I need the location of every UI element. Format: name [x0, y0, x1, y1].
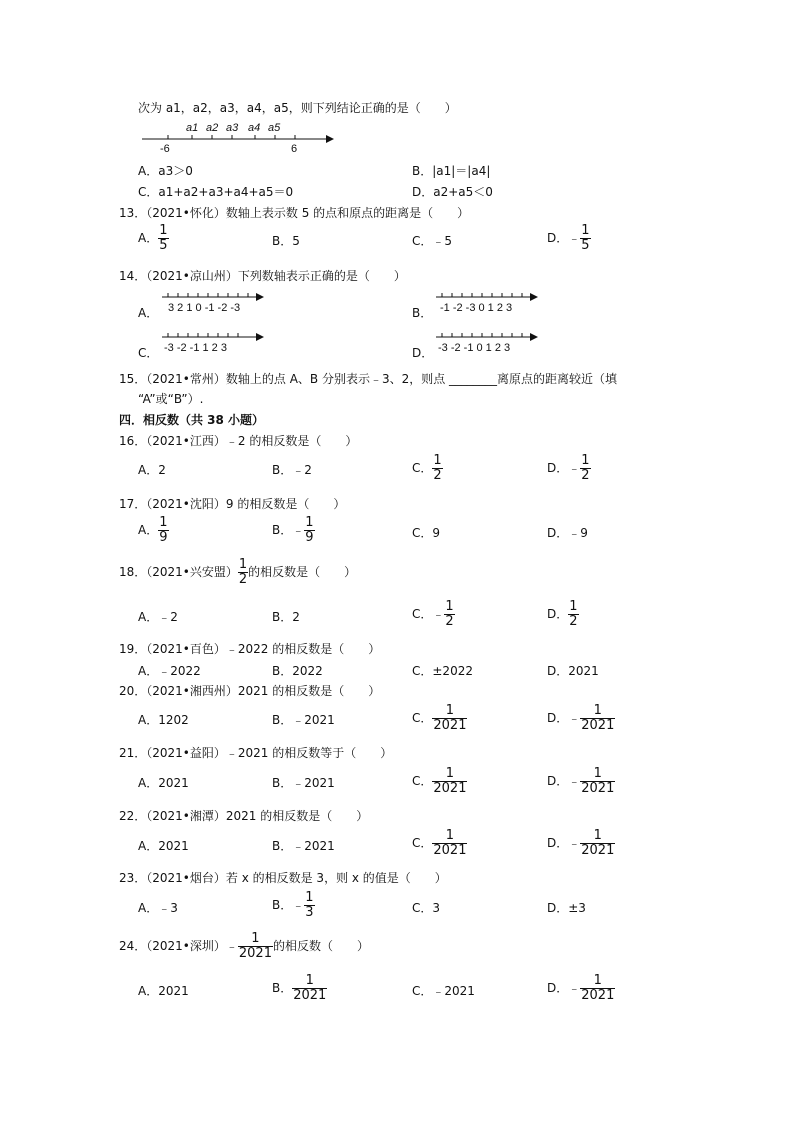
axis-ticks — [168, 293, 248, 297]
axis-tick-labels: -3 -2 -1 0 1 2 3 — [438, 342, 511, 354]
section-title: 四．相反数（共 38 小题） — [119, 413, 265, 427]
label-6: 6 — [291, 143, 298, 155]
fraction: $\frac{1}{2021}$ — [581, 828, 615, 858]
option-label: B． — [272, 981, 293, 995]
q12-option-a[interactable]: A．a3＞0 — [138, 164, 193, 178]
q16-option-c[interactable] — [412, 454, 443, 483]
option-label: C． — [412, 836, 433, 850]
q20-option-d[interactable] — [547, 704, 615, 733]
fraction: $\frac{1}{2}$ — [238, 557, 248, 587]
q23-option-c[interactable]: C．3 — [412, 901, 441, 915]
option-label: C． — [412, 774, 433, 788]
fraction: $\frac{1}{9}$ — [305, 515, 314, 545]
q19-stem: 19．（2021•百色）﹣2022 的相反数是（ ） — [119, 642, 381, 656]
option-label: C．﹣ — [412, 607, 445, 621]
axis-ticks — [442, 333, 522, 337]
q12-option-d[interactable]: D．a2+a5＜0 — [412, 185, 493, 199]
q24-option-b[interactable] — [272, 974, 327, 1003]
fraction: $\frac{1}{2}$ — [445, 599, 454, 629]
q24-option-c[interactable]: C．﹣2021 — [412, 984, 475, 998]
q19-option-b[interactable]: B．2022 — [272, 664, 323, 678]
q13-option-c[interactable]: C．﹣5 — [412, 234, 453, 248]
q15-line2: “A”或“B”）. — [138, 392, 204, 406]
q21-stem: 21．（2021•益阳）﹣2021 的相反数等于（ ） — [119, 746, 393, 760]
label-a3: a3 — [226, 122, 239, 134]
q22-stem: 22．（2021•湘潭）2021 的相反数是（ ） — [119, 809, 369, 823]
fraction: $\frac{1}{2021}$ — [581, 766, 615, 796]
q12-number-line — [140, 118, 340, 158]
fraction: $\frac{1}{2}$ — [581, 453, 590, 483]
q20-option-b[interactable]: B．﹣2021 — [272, 713, 335, 727]
label-neg6: -6 — [160, 143, 170, 155]
q14-stem: 14．（2021•凉山州）下列数轴表示正确的是（ ） — [119, 269, 406, 283]
q15-line1: 15．（2021•常州）数轴上的点 A、B 分别表示﹣3、2，则点 ________离原点的距离较近（填 — [119, 372, 618, 386]
axis-arrow — [326, 135, 334, 143]
option-label: D． — [547, 607, 569, 621]
axis-tick-labels: -1 -2 -3 0 1 2 3 — [440, 302, 513, 314]
q12-option-c[interactable]: C．a1+a2+a3+a4+a5＝0 — [138, 185, 294, 199]
option-label: D．﹣ — [547, 836, 581, 850]
q24-stem — [119, 932, 369, 961]
q21-option-c[interactable] — [412, 767, 467, 796]
fraction: $\frac{1}{5}$ — [581, 223, 590, 253]
q17-option-a[interactable] — [138, 516, 169, 545]
option-label: B．﹣ — [272, 523, 305, 537]
q16-stem: 16．（2021•江西）﹣2 的相反数是（ ） — [119, 434, 358, 448]
option-label: D．﹣ — [547, 461, 581, 475]
fraction: $\frac{1}{2}$ — [433, 453, 442, 483]
q24-option-d[interactable] — [547, 974, 615, 1003]
fraction: $\frac{1}{3}$ — [305, 890, 314, 920]
q14-option-c-label[interactable]: C． — [138, 346, 159, 360]
q16-option-d[interactable] — [547, 454, 591, 483]
fraction: $\frac{1}{2}$ — [569, 599, 578, 629]
axis-arrow — [530, 293, 538, 301]
q20-stem: 20．（2021•湘西州）2021 的相反数是（ ） — [119, 684, 381, 698]
q18-stem-prefix: 18．（2021•兴安盟） — [119, 565, 238, 579]
q23-stem: 23．（2021•烟台）若 x 的相反数是 3，则 x 的值是（ ） — [119, 871, 447, 885]
q21-option-d[interactable] — [547, 767, 615, 796]
q14-option-d-label[interactable]: D． — [412, 346, 434, 360]
option-label: A． — [138, 523, 159, 537]
q17-option-c[interactable]: C．9 — [412, 526, 441, 540]
q23-option-a[interactable]: A．﹣3 — [138, 901, 178, 915]
q18-option-a[interactable]: A．﹣2 — [138, 610, 178, 624]
axis-arrow — [530, 333, 538, 341]
q16-option-b[interactable]: B．﹣2 — [272, 463, 312, 477]
q13-stem: 13．（2021•怀化）数轴上表示数 5 的点和原点的距离是（ ） — [119, 206, 470, 220]
q17-option-b[interactable] — [272, 516, 315, 545]
axis-arrow — [256, 333, 264, 341]
fraction: $\frac{1}{2021}$ — [293, 973, 327, 1003]
q22-option-b[interactable]: B．﹣2021 — [272, 839, 335, 853]
axis-ticks — [168, 333, 238, 337]
fraction: $\frac{1}{2021}$ — [433, 703, 467, 733]
fraction: $\frac{1}{5}$ — [159, 223, 168, 253]
fraction: $\frac{1}{2021}$ — [581, 703, 615, 733]
axis-tick-labels: -3 -2 -1 1 2 3 — [164, 342, 227, 354]
q16-option-a[interactable]: A．2 — [138, 463, 166, 477]
q18-stem — [119, 558, 356, 587]
fraction: $\frac{1}{2021}$ — [238, 931, 272, 961]
q18-stem-suffix: 的相反数是（ ） — [248, 565, 357, 579]
q22-option-d[interactable] — [547, 829, 615, 858]
option-label: A． — [138, 231, 159, 245]
option-label: C． — [412, 461, 433, 475]
q24-option-a[interactable]: A．2021 — [138, 984, 189, 998]
q13-option-a[interactable] — [138, 224, 169, 253]
q14-option-b-axis[interactable] — [434, 289, 544, 319]
q14-option-c-axis[interactable] — [160, 329, 270, 359]
q14-option-a-label[interactable]: A． — [138, 306, 159, 320]
q20-option-a[interactable]: A．1202 — [138, 713, 189, 727]
q14-option-b-label[interactable]: B． — [412, 306, 433, 320]
axis-arrow — [256, 293, 264, 301]
label-a5: a5 — [268, 122, 281, 134]
q23-option-b[interactable] — [272, 891, 315, 920]
q19-option-a[interactable]: A．﹣2022 — [138, 664, 201, 678]
label-a4: a4 — [248, 122, 261, 134]
option-label: D．﹣ — [547, 711, 581, 725]
fraction: $\frac{1}{2021}$ — [433, 828, 467, 858]
q13-option-b[interactable]: B．5 — [272, 234, 300, 248]
q20-option-c[interactable] — [412, 704, 467, 733]
q17-option-d[interactable]: D．﹣9 — [547, 526, 588, 540]
q13-option-d[interactable] — [547, 224, 591, 253]
q18-option-c[interactable] — [412, 600, 455, 629]
fraction: $\frac{1}{9}$ — [159, 515, 168, 545]
label-a2: a2 — [206, 122, 219, 134]
q23-option-d[interactable]: D．±3 — [547, 901, 586, 915]
axis-ticks — [442, 293, 522, 297]
q24-stem-suffix: 的相反数（ ） — [272, 939, 369, 953]
q24-stem-prefix: 24．（2021•深圳）﹣ — [119, 939, 238, 953]
q12-option-b[interactable]: B．|a1|＝|a4| — [412, 164, 491, 178]
axis-tick-labels: 3 2 1 0 -1 -2 -3 — [168, 302, 241, 314]
q21-option-a[interactable]: A．2021 — [138, 776, 189, 790]
q18-option-b[interactable]: B．2 — [272, 610, 300, 624]
q12-stem: 次为 a1，a2，a3，a4，a5，则下列结论正确的是（ ） — [138, 101, 457, 115]
fraction: $\frac{1}{2021}$ — [581, 973, 615, 1003]
option-label: C． — [412, 711, 433, 725]
q18-option-d[interactable] — [547, 600, 579, 629]
q14-option-a-axis[interactable] — [160, 289, 270, 319]
q19-option-d[interactable]: D．2021 — [547, 664, 599, 678]
q17-stem: 17．（2021•沈阳）9 的相反数是（ ） — [119, 497, 346, 511]
q19-option-c[interactable]: C．±2022 — [412, 664, 473, 678]
label-a1: a1 — [186, 122, 199, 134]
q14-option-d-axis[interactable] — [434, 329, 544, 359]
option-label: B．﹣ — [272, 898, 305, 912]
q22-option-c[interactable] — [412, 829, 467, 858]
q22-option-a[interactable]: A．2021 — [138, 839, 189, 853]
fraction: $\frac{1}{2021}$ — [433, 766, 467, 796]
option-label: D．﹣ — [547, 774, 581, 788]
q21-option-b[interactable]: B．﹣2021 — [272, 776, 335, 790]
option-label: D．﹣ — [547, 981, 581, 995]
option-label: D．﹣ — [547, 231, 581, 245]
